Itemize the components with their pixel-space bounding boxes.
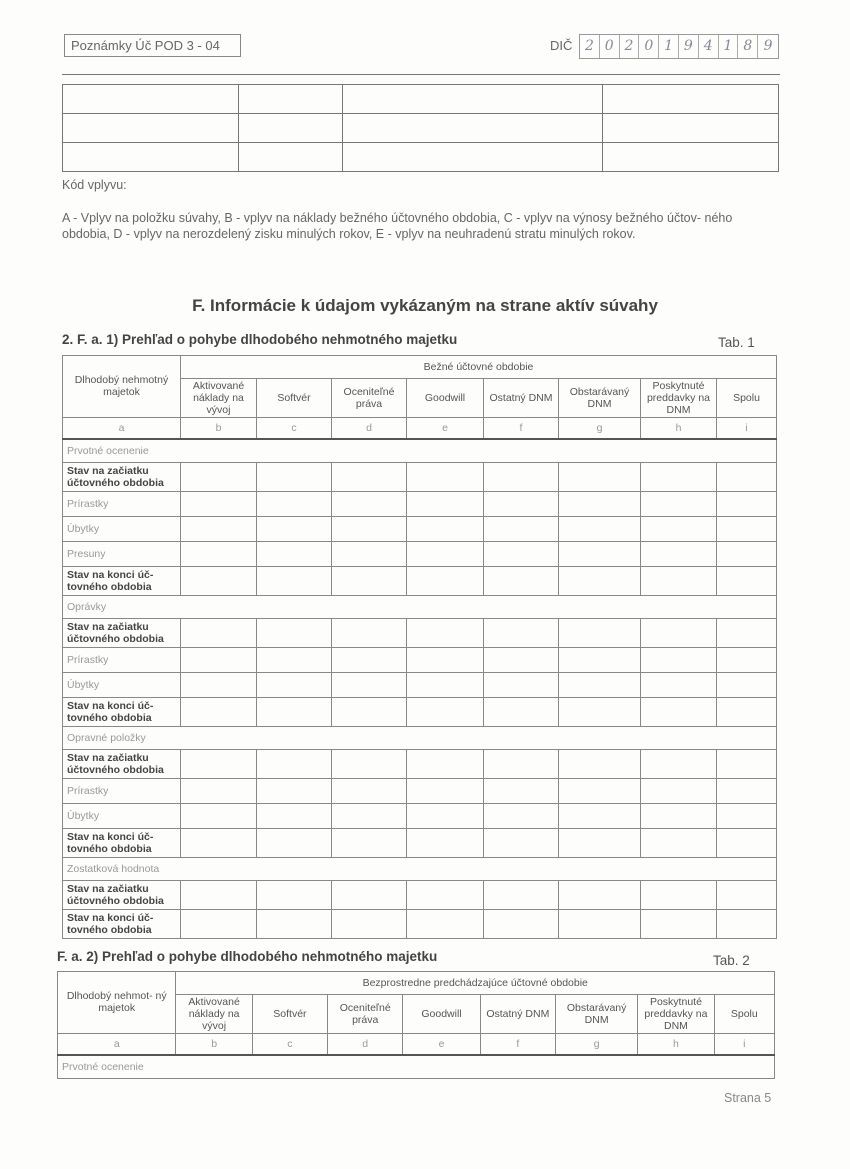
row-label: Stav na konci úč- tovného obdobia (63, 698, 181, 727)
value-cell[interactable] (332, 910, 407, 939)
impact-table-cell[interactable] (342, 143, 603, 172)
value-cell[interactable] (332, 517, 407, 542)
value-cell[interactable] (257, 619, 332, 648)
value-cell[interactable] (641, 567, 717, 596)
dic-digit[interactable]: 8 (738, 35, 758, 58)
table-row (63, 596, 777, 619)
dic-digit[interactable]: 9 (679, 35, 699, 58)
impact-table-cell[interactable] (603, 114, 779, 143)
column-header: Oceniteľné práva (328, 995, 403, 1034)
value-cell[interactable] (641, 779, 717, 804)
column-header: Obstarávaný DNM (559, 379, 641, 418)
value-cell[interactable] (257, 567, 332, 596)
dic-digit[interactable]: 9 (763, 38, 773, 54)
table-row (63, 910, 777, 939)
table-row (63, 463, 777, 492)
value-cell[interactable] (641, 910, 717, 939)
value-cell[interactable] (559, 673, 641, 698)
column-letter: d (332, 418, 407, 440)
value-cell[interactable] (484, 648, 559, 673)
value-cell[interactable] (407, 567, 484, 596)
value-cell[interactable] (407, 673, 484, 698)
value-cell[interactable] (717, 619, 777, 648)
value-cell[interactable] (641, 881, 717, 910)
value-cell[interactable] (717, 779, 777, 804)
value-cell[interactable] (484, 750, 559, 779)
value-cell[interactable] (181, 881, 257, 910)
value-cell[interactable] (559, 463, 641, 492)
table2-title: F. a. 2) Prehľad o pohybe dlhodobého nehmotného majetku (57, 949, 438, 964)
value-cell[interactable] (559, 698, 641, 727)
value-cell[interactable] (559, 648, 641, 673)
value-cell[interactable] (559, 750, 641, 779)
section-row-label: Prvotné ocenenie (63, 439, 777, 463)
value-cell[interactable] (257, 673, 332, 698)
table-row (63, 858, 777, 881)
table-row (63, 804, 777, 829)
table-row (63, 727, 777, 750)
value-cell[interactable] (641, 698, 717, 727)
impact-table-cell[interactable] (342, 114, 603, 143)
section-row-label: Zostatková hodnota (63, 858, 777, 881)
column-letter: h (641, 418, 717, 440)
value-cell[interactable] (717, 673, 777, 698)
column-header: Ostatný DNM (480, 995, 555, 1034)
value-cell[interactable] (257, 517, 332, 542)
value-cell[interactable] (641, 648, 717, 673)
value-cell[interactable] (257, 881, 332, 910)
column-letter: b (176, 1034, 252, 1056)
column-letter: f (480, 1034, 555, 1056)
value-cell[interactable] (559, 829, 641, 858)
value-cell[interactable] (407, 492, 484, 517)
column-letter: d (328, 1034, 403, 1056)
value-cell[interactable] (257, 804, 332, 829)
value-cell[interactable] (407, 463, 484, 492)
impact-table-cell[interactable] (63, 85, 239, 114)
table1-title: 2. F. a. 1) Prehľad o pohybe dlhodobého nehmotného majetku (62, 332, 458, 347)
value-cell[interactable] (181, 517, 257, 542)
value-cell[interactable] (407, 698, 484, 727)
value-cell[interactable] (181, 779, 257, 804)
table-row (63, 881, 777, 910)
dic-digit[interactable]: 0 (639, 35, 659, 58)
column-header: Spolu (717, 379, 777, 418)
value-cell[interactable] (407, 910, 484, 939)
value-cell[interactable] (332, 750, 407, 779)
value-cell[interactable] (559, 804, 641, 829)
table-row (63, 492, 777, 517)
column-letter: i (714, 1034, 774, 1056)
dic-digit[interactable]: 2 (580, 35, 600, 58)
column-letter: e (407, 418, 484, 440)
section-row-label: Prvotné ocenenie (58, 1055, 775, 1079)
header-divider (62, 74, 780, 75)
column-letter: g (559, 418, 641, 440)
value-cell[interactable] (559, 567, 641, 596)
value-cell[interactable] (641, 673, 717, 698)
column-header: Goodwill (407, 379, 484, 418)
value-cell[interactable] (332, 542, 407, 567)
table-row (63, 619, 777, 648)
value-cell[interactable] (484, 492, 559, 517)
value-cell[interactable] (559, 542, 641, 567)
row-label: Stav na konci úč- tovného obdobia (63, 829, 181, 858)
column-letter: f (484, 418, 559, 440)
impact-code-title: Kód vplyvu: (62, 178, 127, 192)
dic-digit[interactable]: 0 (600, 35, 620, 58)
row-label: Stav na konci úč- tovného obdobia (63, 567, 181, 596)
value-cell[interactable] (257, 492, 332, 517)
value-cell[interactable] (332, 881, 407, 910)
impact-table-row (63, 143, 779, 172)
column-header: Obstarávaný DNM (555, 995, 637, 1034)
value-cell[interactable] (181, 567, 257, 596)
value-cell[interactable] (407, 881, 484, 910)
column-header: Ostatný DNM (484, 379, 559, 418)
value-cell[interactable] (641, 829, 717, 858)
value-cell[interactable] (717, 463, 777, 492)
column-header: Spolu (714, 995, 774, 1034)
value-cell[interactable] (257, 698, 332, 727)
impact-table-cell[interactable] (238, 143, 342, 172)
dic-digit[interactable]: 4 (699, 35, 719, 58)
value-cell[interactable] (484, 673, 559, 698)
value-cell[interactable] (641, 542, 717, 567)
table1 (62, 355, 777, 939)
table2 (57, 971, 775, 1079)
value-cell[interactable] (181, 619, 257, 648)
column-header: Aktivované náklady na vývoj (176, 995, 252, 1034)
table-row (63, 829, 777, 858)
dic-digit[interactable]: 1 (719, 35, 739, 58)
column-header: Poskytnuté preddavky na DNM (638, 995, 714, 1034)
table-row (63, 542, 777, 567)
column-letter: e (403, 1034, 480, 1056)
page-number: Strana 5 (724, 1091, 772, 1105)
column-letter: a (63, 418, 181, 440)
value-cell[interactable] (559, 881, 641, 910)
period-group-header: Bežné účtovné obdobie (181, 356, 777, 379)
value-cell[interactable] (257, 779, 332, 804)
value-cell[interactable] (257, 829, 332, 858)
column-letter: g (555, 1034, 637, 1056)
value-cell[interactable] (559, 517, 641, 542)
value-cell[interactable] (257, 463, 332, 492)
row-label: Stav na začiatku účtovného obdobia (63, 619, 181, 648)
value-cell[interactable] (559, 779, 641, 804)
impact-code-legend: A - Vplyv na položku súvahy, B - vplyv na náklady bežného účtovného obdobia, C - vplyv na výnosy bežného účtov- ného obdobia, D - vplyv na nerozdelený zisku minulých rokov, E - vplyv na neuhradenú stratu minulých rokov. (62, 211, 733, 241)
value-cell[interactable] (181, 910, 257, 939)
value-cell[interactable] (641, 750, 717, 779)
value-cell[interactable] (717, 517, 777, 542)
value-cell[interactable] (181, 829, 257, 858)
value-cell[interactable] (717, 492, 777, 517)
column-letter: c (257, 418, 332, 440)
value-cell[interactable] (717, 910, 777, 939)
impact-table-cell[interactable] (63, 114, 239, 143)
value-cell[interactable] (717, 804, 777, 829)
value-cell[interactable] (407, 779, 484, 804)
value-cell[interactable] (559, 910, 641, 939)
value-cell[interactable] (717, 881, 777, 910)
value-cell[interactable] (484, 881, 559, 910)
value-cell[interactable] (332, 698, 407, 727)
first-column-header: Dlhodobý nehmot- ný majetok (58, 972, 176, 1034)
value-cell[interactable] (484, 910, 559, 939)
impact-table-row (63, 114, 779, 143)
dic-field[interactable] (579, 34, 779, 59)
impact-table-cell[interactable] (603, 143, 779, 172)
value-cell[interactable] (181, 492, 257, 517)
value-cell[interactable] (559, 619, 641, 648)
value-cell[interactable] (407, 542, 484, 567)
value-cell[interactable] (257, 910, 332, 939)
value-cell[interactable] (181, 698, 257, 727)
value-cell[interactable] (484, 463, 559, 492)
row-label: Prírastky (63, 492, 181, 517)
row-label: Stav na začiatku účtovného obdobia (63, 463, 181, 492)
section-title: F. Informácie k údajom vykázaným na strane aktív súvahy (192, 296, 658, 315)
column-header: Poskytnuté preddavky na DNM (641, 379, 717, 418)
row-label: Stav na začiatku účtovného obdobia (63, 750, 181, 779)
table-row (63, 517, 777, 542)
column-letter: b (181, 418, 257, 440)
table-row (63, 750, 777, 779)
value-cell[interactable] (717, 648, 777, 673)
impact-table-cell[interactable] (238, 114, 342, 143)
value-cell[interactable] (484, 804, 559, 829)
value-cell[interactable] (407, 517, 484, 542)
value-cell[interactable] (332, 648, 407, 673)
value-cell[interactable] (181, 648, 257, 673)
value-cell[interactable] (641, 463, 717, 492)
value-cell[interactable] (332, 804, 407, 829)
value-cell[interactable] (257, 648, 332, 673)
row-label: Presuny (63, 542, 181, 567)
value-cell[interactable] (641, 619, 717, 648)
value-cell[interactable] (484, 698, 559, 727)
value-cell[interactable] (332, 779, 407, 804)
table-row (63, 567, 777, 596)
impact-table (62, 84, 779, 172)
value-cell[interactable] (407, 804, 484, 829)
value-cell[interactable] (717, 698, 777, 727)
value-cell[interactable] (332, 463, 407, 492)
column-header: Goodwill (403, 995, 480, 1034)
value-cell[interactable] (332, 673, 407, 698)
column-letter: c (252, 1034, 327, 1056)
value-cell[interactable] (484, 567, 559, 596)
column-header: Oceniteľné práva (332, 379, 407, 418)
dic-digit[interactable]: 1 (659, 35, 679, 58)
row-label: Prírastky (63, 648, 181, 673)
value-cell[interactable] (181, 673, 257, 698)
dic-digit[interactable]: 2 (620, 35, 640, 58)
table-row (63, 673, 777, 698)
impact-table-cell[interactable] (63, 143, 239, 172)
value-cell[interactable] (257, 542, 332, 567)
row-label: Úbytky (63, 517, 181, 542)
impact-table-cell[interactable] (603, 85, 779, 114)
column-header: Softvér (252, 995, 327, 1034)
value-cell[interactable] (181, 463, 257, 492)
value-cell[interactable] (641, 517, 717, 542)
value-cell[interactable] (407, 619, 484, 648)
value-cell[interactable] (332, 567, 407, 596)
row-label: Stav na konci úč- tovného obdobia (63, 910, 181, 939)
table-row (58, 1055, 775, 1079)
impact-table-cell[interactable] (238, 85, 342, 114)
value-cell[interactable] (407, 829, 484, 858)
value-cell[interactable] (181, 804, 257, 829)
value-cell[interactable] (257, 750, 332, 779)
value-cell[interactable] (332, 492, 407, 517)
column-header: Softvér (257, 379, 332, 418)
value-cell[interactable] (717, 567, 777, 596)
value-cell[interactable] (717, 542, 777, 567)
dic-label: DIČ (550, 38, 573, 53)
impact-table-cell[interactable] (342, 85, 603, 114)
period-group-header: Bezprostredne predchádzajúce účtovné obdobie (176, 972, 775, 995)
value-cell[interactable] (181, 750, 257, 779)
value-cell[interactable] (641, 804, 717, 829)
value-cell[interactable] (717, 750, 777, 779)
table2-label: Tab. 2 (713, 953, 750, 968)
row-label: Prírastky (63, 779, 181, 804)
table-row (63, 648, 777, 673)
row-label: Stav na začiatku účtovného obdobia (63, 881, 181, 910)
value-cell[interactable] (717, 829, 777, 858)
section-row-label: Opravné položky (63, 727, 777, 750)
column-header: Aktivované náklady na vývoj (181, 379, 257, 418)
row-label: Úbytky (63, 804, 181, 829)
form-code: Poznámky Úč POD 3 - 04 (71, 38, 220, 53)
column-letter: i (717, 418, 777, 440)
value-cell[interactable] (484, 779, 559, 804)
form-code-box (64, 34, 241, 57)
first-column-header: Dlhodobý nehmotný majetok (63, 356, 181, 418)
column-letter: a (58, 1034, 176, 1056)
table1-label: Tab. 1 (718, 335, 755, 350)
value-cell[interactable] (484, 829, 559, 858)
impact-table-row (63, 85, 779, 114)
value-cell[interactable] (332, 829, 407, 858)
value-cell[interactable] (407, 648, 484, 673)
value-cell[interactable] (559, 492, 641, 517)
table-row (63, 698, 777, 727)
value-cell[interactable] (181, 542, 257, 567)
row-label: Úbytky (63, 673, 181, 698)
table-row (63, 779, 777, 804)
value-cell[interactable] (332, 619, 407, 648)
table-row (63, 439, 777, 463)
value-cell[interactable] (484, 542, 559, 567)
section-row-label: Oprávky (63, 596, 777, 619)
value-cell[interactable] (484, 619, 559, 648)
value-cell[interactable] (641, 492, 717, 517)
column-letter: h (638, 1034, 714, 1056)
value-cell[interactable] (407, 750, 484, 779)
value-cell[interactable] (484, 517, 559, 542)
